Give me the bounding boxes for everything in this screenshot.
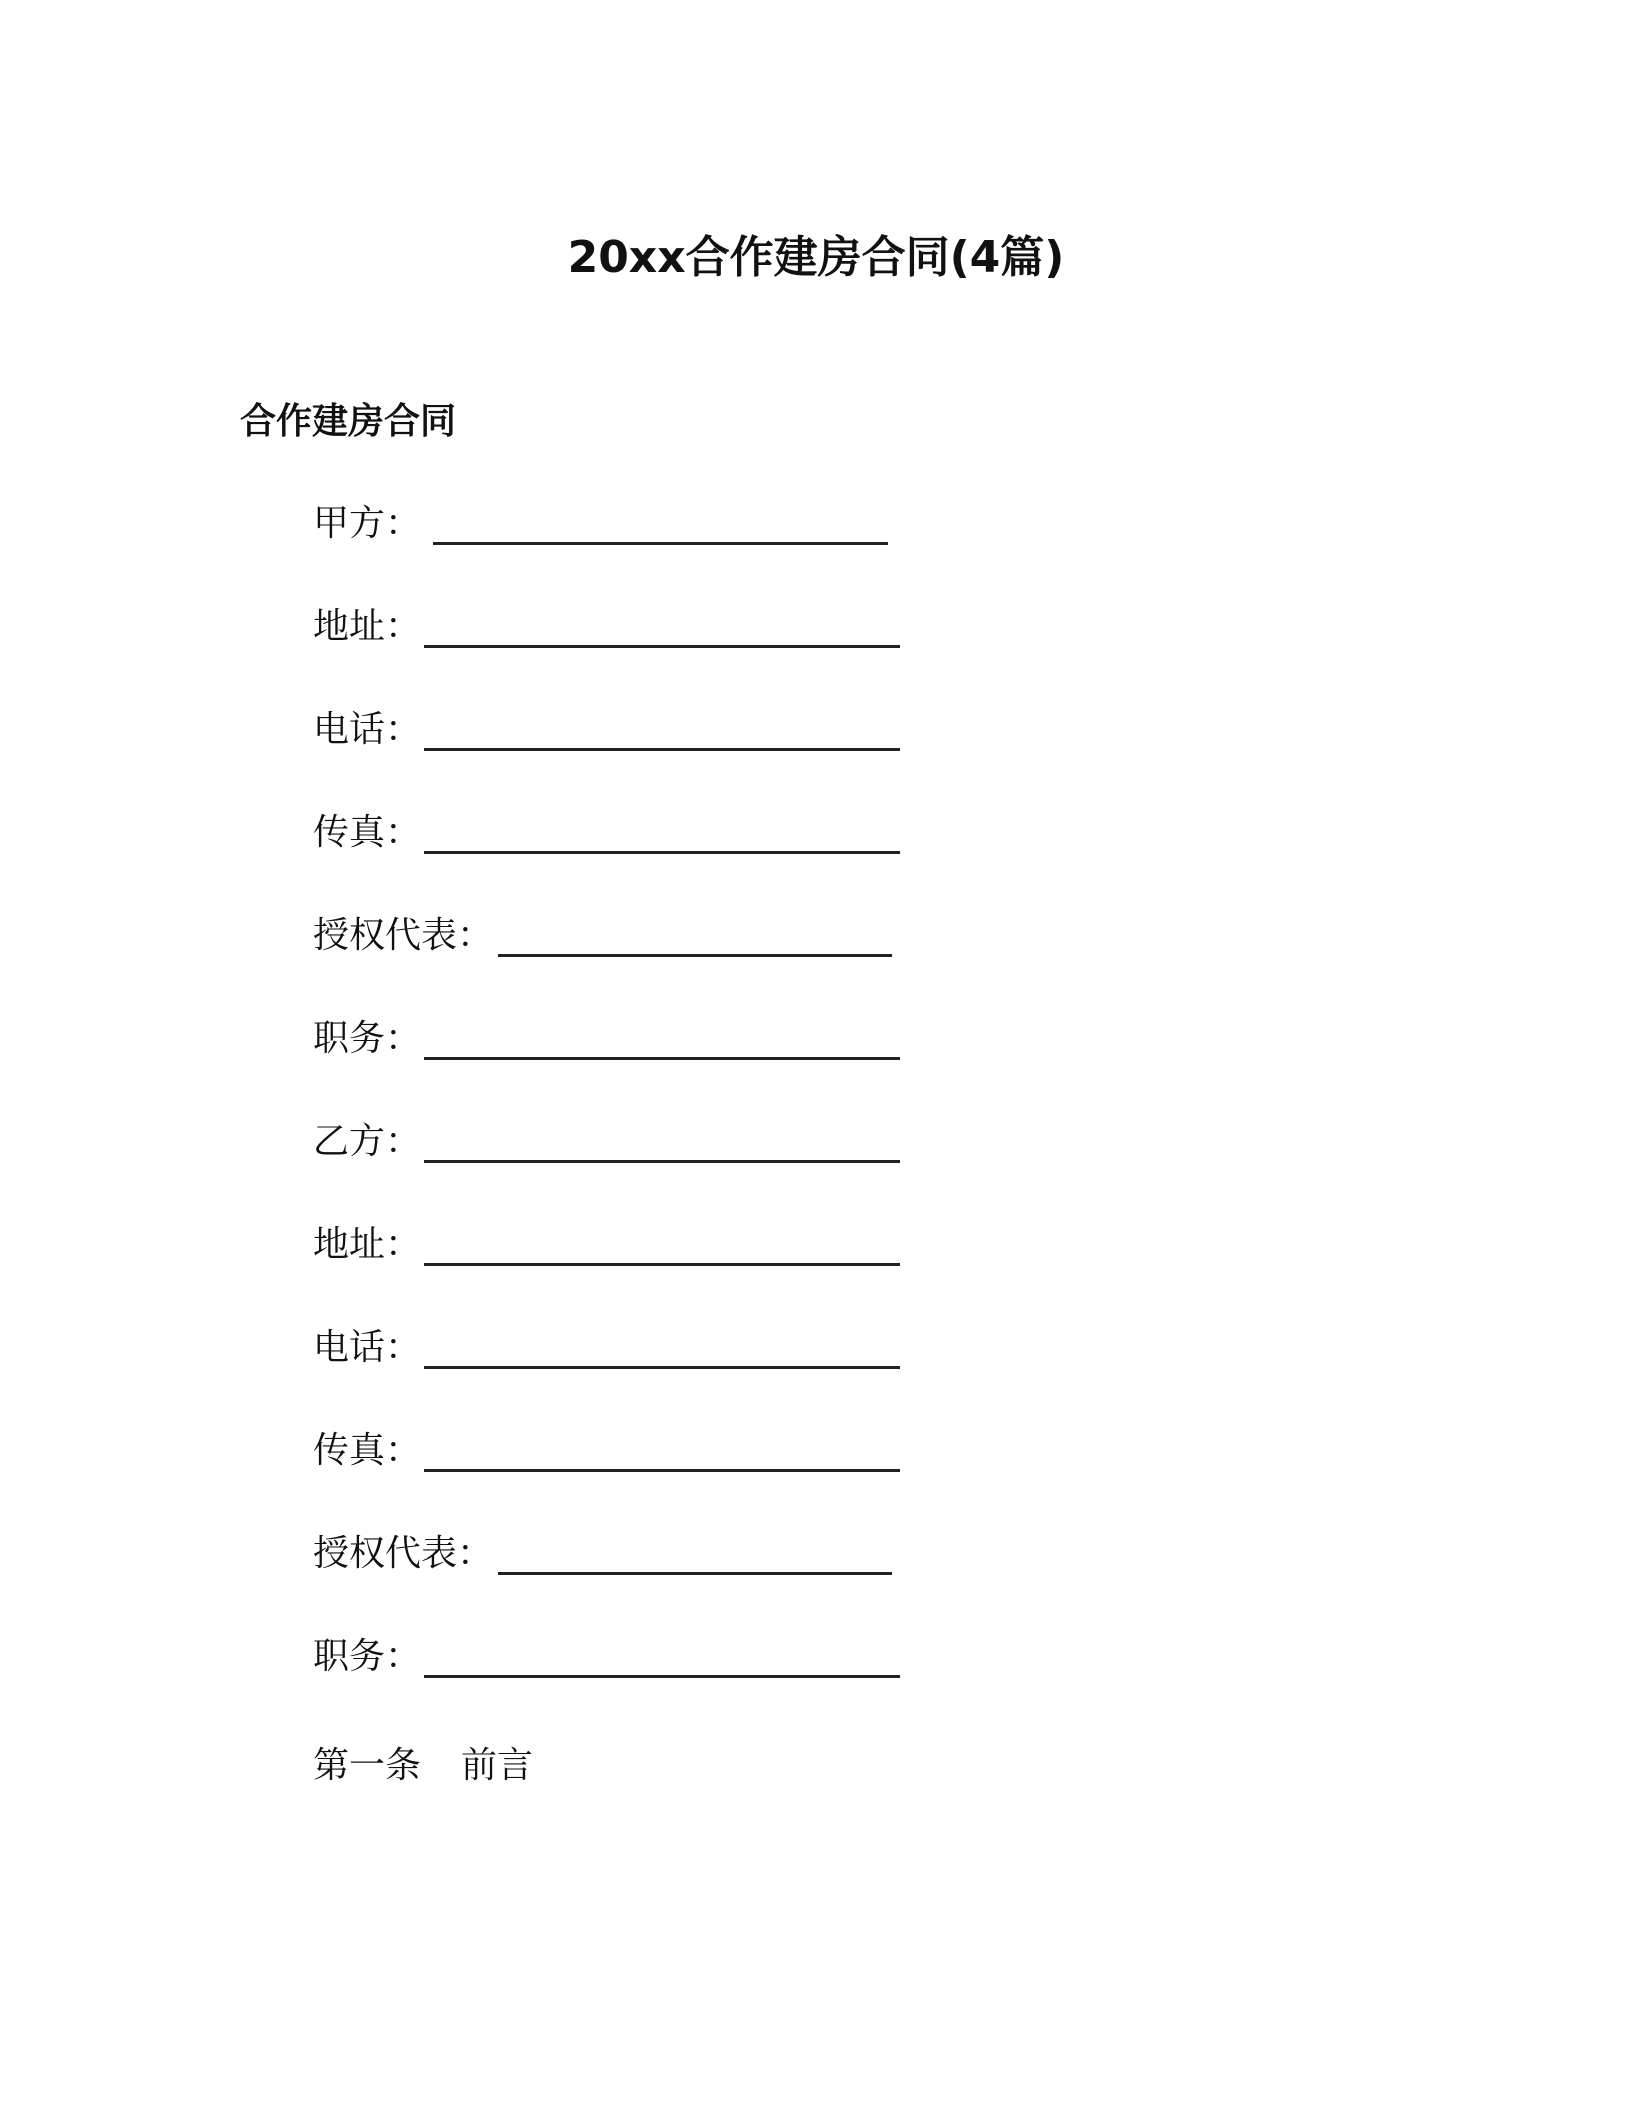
- fill-in-blank[interactable]: [424, 748, 900, 751]
- party-a-representative-field: [313, 912, 493, 960]
- party-a-address-field: [313, 603, 421, 651]
- field-label: 授权代表：: [313, 915, 494, 956]
- field-label: 甲方：: [313, 503, 422, 544]
- fill-in-blank[interactable]: [424, 645, 900, 648]
- field-label: 乙方：: [313, 1121, 422, 1162]
- party-b-representative-field: [313, 1530, 493, 1578]
- fill-in-blank[interactable]: [498, 954, 892, 957]
- party-a-fax-field: [313, 809, 421, 857]
- article-title: 前言: [461, 1745, 534, 1786]
- fill-in-blank[interactable]: [424, 851, 900, 854]
- fill-in-blank[interactable]: [424, 1366, 900, 1369]
- party-b-fax-field: [313, 1427, 421, 1475]
- party-a-name-field: [313, 500, 421, 548]
- fill-in-blank[interactable]: [424, 1263, 900, 1266]
- field-label: 传真：: [313, 812, 422, 853]
- party-a-phone-field: [313, 706, 421, 754]
- field-label: 授权代表：: [313, 1533, 494, 1574]
- article-1-heading: [313, 1742, 533, 1790]
- field-label: 电话：: [313, 709, 422, 750]
- party-b-address-field: [313, 1221, 421, 1269]
- fill-in-blank[interactable]: [424, 1160, 900, 1163]
- fill-in-blank[interactable]: [424, 1469, 900, 1472]
- party-a-position-field: [313, 1015, 421, 1063]
- document-title: 20xx合作建房合同(4篇): [567, 232, 1065, 283]
- party-b-name-field: [313, 1118, 421, 1166]
- article-number: 第一条: [313, 1745, 422, 1786]
- fill-in-blank[interactable]: [498, 1572, 892, 1575]
- fill-in-blank[interactable]: [424, 1675, 900, 1678]
- fill-in-blank[interactable]: [424, 1057, 900, 1060]
- fill-in-blank[interactable]: [433, 542, 888, 545]
- field-label: 职务：: [313, 1636, 422, 1677]
- field-label: 职务：: [313, 1018, 422, 1059]
- field-label: 传真：: [313, 1430, 422, 1471]
- party-b-position-field: [313, 1633, 421, 1681]
- field-label: 地址：: [313, 606, 422, 647]
- party-b-phone-field: [313, 1324, 421, 1372]
- section-heading: 合作建房合同: [240, 401, 457, 442]
- field-label: 地址：: [313, 1224, 422, 1265]
- field-label: 电话：: [313, 1327, 422, 1368]
